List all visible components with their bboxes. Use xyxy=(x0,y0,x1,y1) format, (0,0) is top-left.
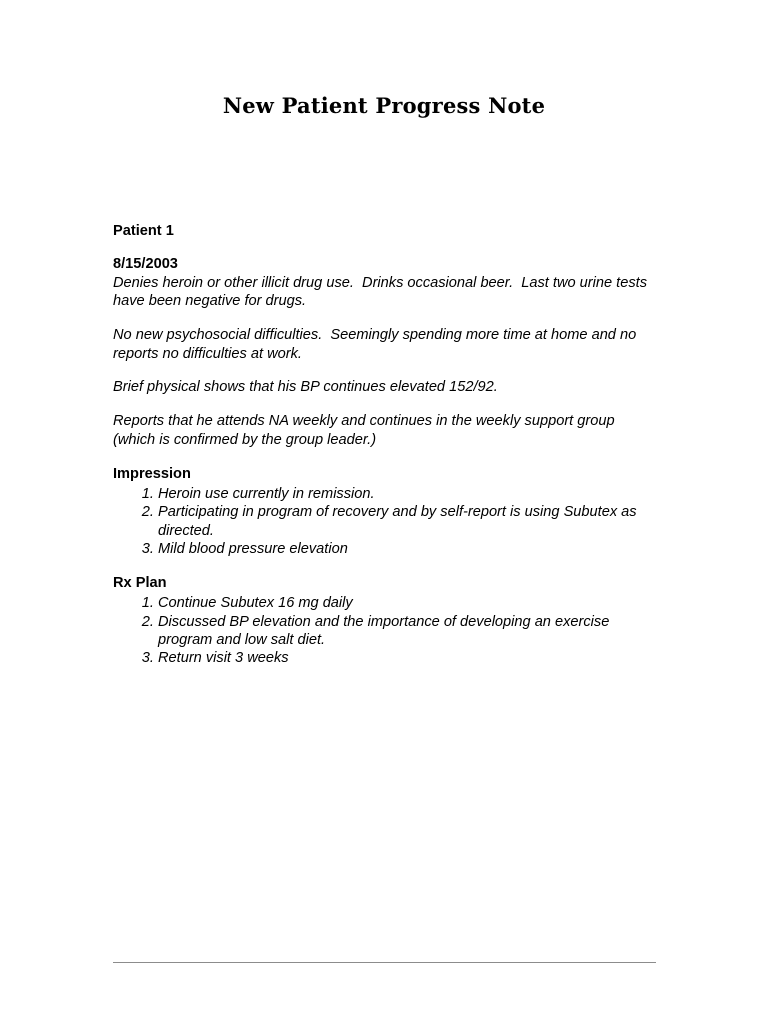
page-title: New Patient Progress Note xyxy=(222,93,546,118)
impression-list xyxy=(113,485,658,559)
rx-plan-item: 2. Discussed BP elevation and the importance of developing an exercise program and low salt diet. xyxy=(158,613,658,650)
impression-item: 1. Heroin use currently in remission. xyxy=(158,485,658,503)
note-date: 8/15/2003 xyxy=(113,256,178,273)
note-paragraph-psychosocial: No new psychosocial difficulties. Seemingly spending more time at home and no reports no difficulties at work. xyxy=(113,327,637,362)
patient-label: Patient 1 xyxy=(113,223,174,239)
impression-heading: Impression xyxy=(113,465,191,482)
note-body xyxy=(113,222,658,683)
footer-divider xyxy=(113,962,656,963)
rx-plan-heading: Rx Plan xyxy=(113,574,167,591)
impression-item: 3. Mild blood pressure elevation xyxy=(158,540,658,558)
note-paragraph-drug-use: Denies heroin or other illicit drug use. Drinks occasional beer. Last two urine tests have been negative for drugs. xyxy=(113,274,648,310)
rx-plan-item: 3. Return visit 3 weeks xyxy=(158,649,658,667)
note-paragraph-physical: Brief physical shows that his BP continues elevated 152/92. xyxy=(113,379,498,396)
impression-item: 2. Participating in program of recovery and by self-report is using Subutex as directed. xyxy=(158,503,658,540)
rx-plan-item: 1. Continue Subutex 16 mg daily xyxy=(158,594,658,612)
rx-plan-list xyxy=(113,594,658,668)
note-paragraph-support-group: Reports that he attends NA weekly and continues in the weekly support group (which is confirmed by the group leader.) xyxy=(113,413,615,448)
